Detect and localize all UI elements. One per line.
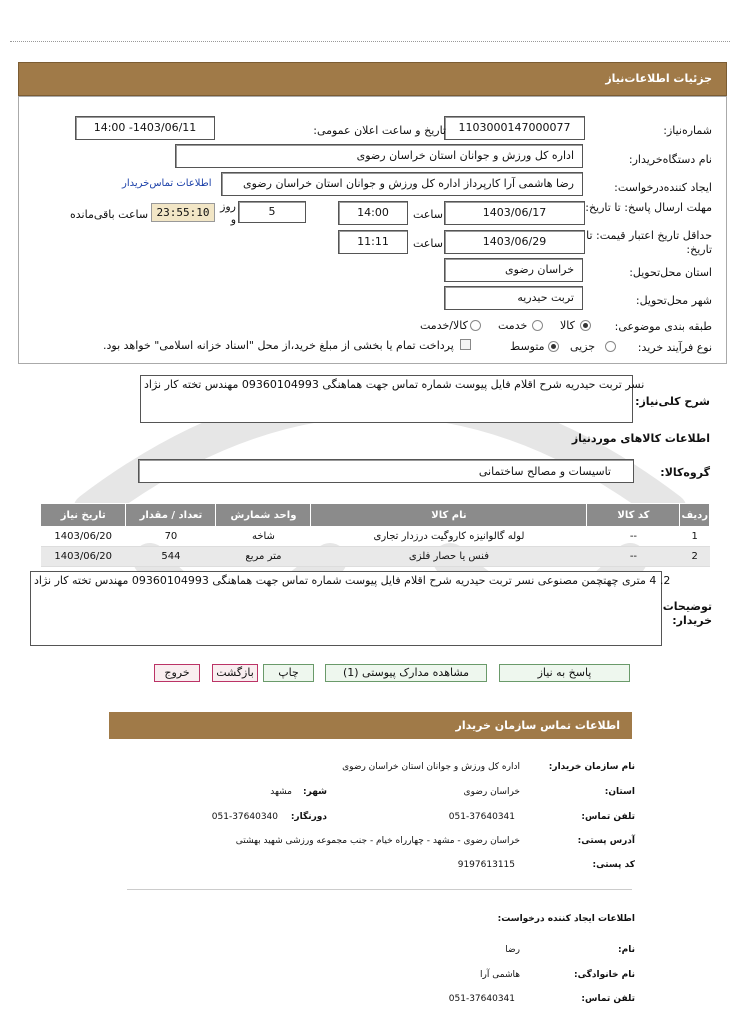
org-phone-value: 051-37640341 (448, 812, 515, 822)
row-number: 2 (680, 547, 710, 567)
process-minor-label: جزیی (570, 340, 596, 353)
view-attachments-button[interactable]: مشاهده مدارک پیوستی (1) (325, 664, 487, 682)
col-row: ردیف (680, 504, 710, 527)
row-number: 1 (680, 527, 710, 547)
details-header-title: جزئیات اطلاعات‌نیاز (605, 72, 712, 85)
org-contact-title: اطلاعات تماس سازمان خریدار (455, 719, 620, 732)
goods-group-label: گروه‌کالا: (660, 466, 710, 479)
goods-table-header (41, 504, 710, 527)
validity-time-label: ساعت (413, 237, 443, 250)
col-qty: تعداد / مقدار (126, 504, 216, 527)
exit-button[interactable]: خروج (154, 664, 200, 682)
row-code: -- (587, 547, 680, 567)
goods-title: اطلاعات کالاهای موردنیاز (571, 432, 710, 445)
deadline-time-field: 14:00 (338, 201, 408, 225)
row-unit: شاخه (216, 527, 311, 547)
org-fax-value: 051-37640340 (211, 812, 278, 822)
category-label: طبقه بندی موضوعی: (614, 320, 712, 333)
row-qty: 70 (126, 527, 216, 547)
description-label: شرح کلی‌نیاز: (635, 395, 710, 408)
buyer-notes-textarea[interactable] (30, 571, 671, 646)
category-both-label: کالا/خدمت (420, 319, 468, 332)
table-row (41, 547, 710, 567)
province-label: استان محل‌تحویل: (629, 266, 712, 279)
remaining-label: ساعت باقی‌مانده (70, 208, 149, 221)
org-address-label: آدرس پستی: (577, 836, 635, 846)
creator-contact-title: اطلاعات ایجاد کننده درخواست: (497, 914, 635, 924)
row-name: فنس یا حصار فلزی (311, 547, 587, 567)
org-province-label: استان: (604, 787, 635, 797)
category-both-radio[interactable] (470, 320, 481, 331)
table-row (41, 527, 710, 547)
process-medium-radio[interactable] (548, 341, 559, 352)
remaining-timer: 23:55:10 (151, 203, 215, 222)
creator-name-value: رضا (505, 945, 520, 955)
buyer-org-label: نام دستگاه‌خریدار: (628, 153, 712, 166)
validity-time-field: 11:11 (338, 230, 408, 254)
process-label: نوع فرآیند خرید: (637, 341, 712, 354)
description-text: نسر تربت حیدریه شرح اقلام فایل پیوست شماره تماس جهت هماهنگی 09360104993 مهندس تخته کار نژاد (144, 378, 645, 391)
print-button[interactable]: چاپ (263, 664, 314, 682)
province-field: خراسان رضوی (444, 258, 583, 282)
col-unit: واحد شمارش (216, 504, 311, 527)
top-divider (10, 41, 730, 42)
reply-button[interactable]: پاسخ به نیاز (499, 664, 630, 682)
row-name: لوله گالوانیزه کاروگیت درزدار تجاری (311, 527, 587, 547)
deadline-time-label: ساعت (413, 208, 443, 221)
need-number-label: شماره‌نیاز: (663, 124, 712, 137)
org-city-value: مشهد (270, 787, 292, 797)
buyer-notes-label: توضیحات خریدار: (662, 600, 712, 627)
col-date: تاریخ نیاز (41, 504, 126, 527)
treasury-payment-checkbox[interactable] (460, 339, 471, 350)
org-fax-label: دورنگار: (290, 812, 327, 822)
row-date: 1403/06/20 (41, 547, 126, 567)
creator-phone-label: تلفن تماس: (581, 994, 635, 1004)
description-textarea[interactable] (140, 375, 645, 423)
city-field: تربت حیدریه (444, 286, 583, 310)
buyer-org-field: اداره کل ورزش و جوانان استان خراسان رضوی (175, 144, 583, 168)
category-service-radio[interactable] (532, 320, 543, 331)
org-name-label: نام سازمان خریدار: (548, 762, 635, 772)
creator-family-value: هاشمی آرا (480, 970, 520, 980)
col-name: نام کالا (311, 504, 587, 527)
days-field: 5 (238, 201, 306, 223)
org-phone-label: تلفن تماس: (581, 812, 635, 822)
days-label: روز و (220, 200, 236, 226)
creator-name-label: نام: (618, 945, 635, 955)
org-province-value: خراسان رضوی (463, 787, 520, 797)
goods-group-field: تاسیسات و مصالح ساختمانی (138, 459, 634, 483)
announce-label: تاریخ و ساعت اعلان عمومی: (313, 124, 446, 137)
org-contact-header (109, 712, 632, 739)
creator-phone-value: 051-37640341 (448, 994, 515, 1004)
contact-divider (127, 889, 632, 890)
buyer-contact-link[interactable]: اطلاعات تماس‌خریدار (122, 178, 212, 189)
validity-label: حداقل تاریخ اعتبار قیمت: تا تاریخ: (586, 229, 712, 256)
col-code: کد کالا (587, 504, 680, 527)
goods-table (40, 503, 710, 567)
org-name-value: اداره کل ورزش و جوانان استان خراسان رضوی (342, 762, 520, 772)
category-service-label: خدمت (498, 319, 528, 332)
need-number-field: 1103000147000077 (444, 116, 585, 140)
category-goods-radio[interactable] (580, 320, 591, 331)
row-unit: متر مربع (216, 547, 311, 567)
details-header (18, 62, 727, 96)
row-date: 1403/06/20 (41, 527, 126, 547)
creator-field: رضا هاشمی آرا کارپرداز اداره کل ورزش و جوانان استان خراسان رضوی (221, 172, 583, 196)
deadline-date-field: 1403/06/17 (444, 201, 585, 225)
creator-family-label: نام خانوادگی: (573, 970, 635, 980)
row-qty: 544 (126, 547, 216, 567)
org-postal-label: کد پستی: (592, 860, 635, 870)
validity-date-field: 1403/06/29 (444, 230, 585, 254)
creator-label: ایجاد کننده‌درخواست: (614, 181, 712, 194)
back-button[interactable]: بازگشت (212, 664, 258, 682)
announce-field: 1403/06/11- 14:00 (75, 116, 215, 140)
category-goods-label: کالا (560, 319, 575, 332)
city-label: شهر محل‌تحویل: (635, 294, 712, 307)
row-code: -- (587, 527, 680, 547)
deadline-label: مهلت ارسال پاسخ: تا تاریخ: (585, 201, 712, 214)
org-address-value: خراسان رضوی - مشهد - چهارراه خیام - جنب مجموعه ورزشی شهید بهشتی (235, 836, 520, 846)
process-medium-label: متوسط (510, 340, 545, 353)
org-city-label: شهر: (303, 787, 327, 797)
process-minor-radio[interactable] (605, 341, 616, 352)
buyer-notes-text: 2. 4 متری چهتچمن مصنوعی نسر تربت حیدریه شرح اقلام فایل پیوست شماره تماس جهت هماهنگی 09360104993 مهندس تخته کار نژاد (34, 574, 671, 587)
treasury-payment-note: پرداخت تمام یا بخشی از مبلغ خرید،از محل "اسناد خزانه اسلامی" خواهد بود. (103, 339, 454, 352)
org-postal-value: 9197613115 (457, 860, 515, 870)
